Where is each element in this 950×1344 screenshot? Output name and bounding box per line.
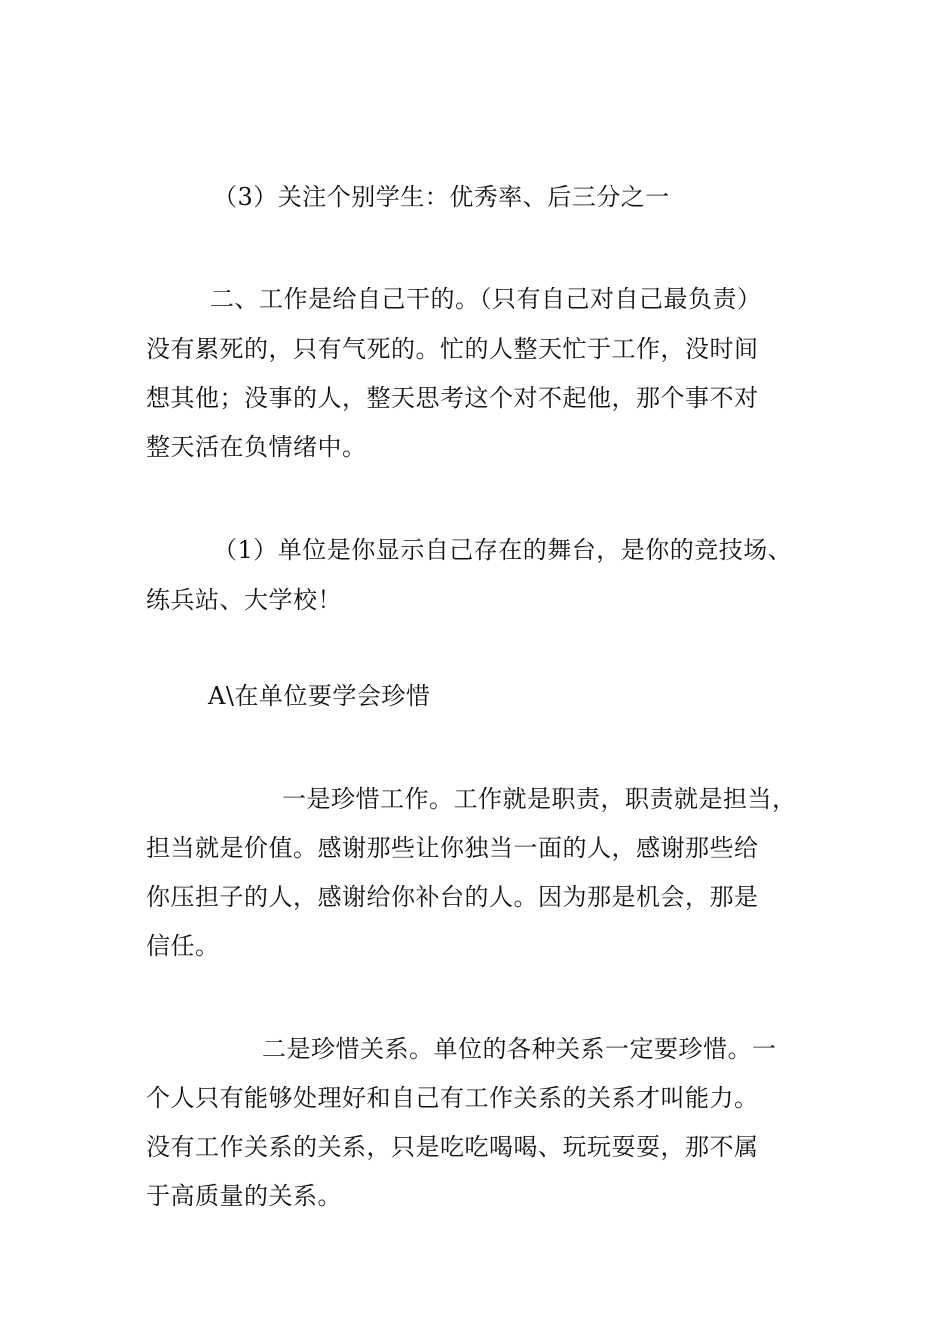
cherish-work-line-4: 信任。 <box>146 932 220 960</box>
cherish-relations-line-4: 于高质量的关系。 <box>146 1182 342 1210</box>
cherish-work-line-3: 你压担子的人，感谢给你补台的人。因为那是机会，那是 <box>146 883 759 911</box>
section-2-line-4: 整天活在负情绪中。 <box>146 433 367 461</box>
point-1-line-1: （1）单位是你显示自己存在的舞台，是你的竞技场、 <box>213 536 793 564</box>
section-2-line-3: 想其他；没事的人，整天思考这个对不起他，那个事不对 <box>146 384 759 412</box>
cherish-relations-line-1: 二是珍惜关系。单位的各种关系一定要珍惜。一 <box>262 1035 777 1063</box>
section-2-heading: 二、工作是给自己干的。（只有自己对自己最负责） <box>210 285 762 313</box>
section-2-line-2: 没有累死的，只有气死的。忙的人整天忙于工作，没时间 <box>146 335 759 363</box>
subheading-a: A\在单位要学会珍惜 <box>208 682 431 710</box>
cherish-work-line-1: 一是珍惜工作。工作就是职责，职责就是担当， <box>282 785 797 813</box>
point-1-line-2: 练兵站、大学校！ <box>146 586 342 614</box>
cherish-relations-line-2: 个人只有能够处理好和自己有工作关系的关系才叫能力。 <box>146 1084 759 1112</box>
section-3-heading: （3）关注个别学生：优秀率、后三分之一 <box>213 183 670 211</box>
cherish-relations-line-3: 没有工作关系的关系，只是吃吃喝喝、玩玩耍耍，那不属 <box>146 1133 759 1161</box>
cherish-work-line-2: 担当就是价值。感谢那些让你独当一面的人，感谢那些给 <box>146 834 759 862</box>
